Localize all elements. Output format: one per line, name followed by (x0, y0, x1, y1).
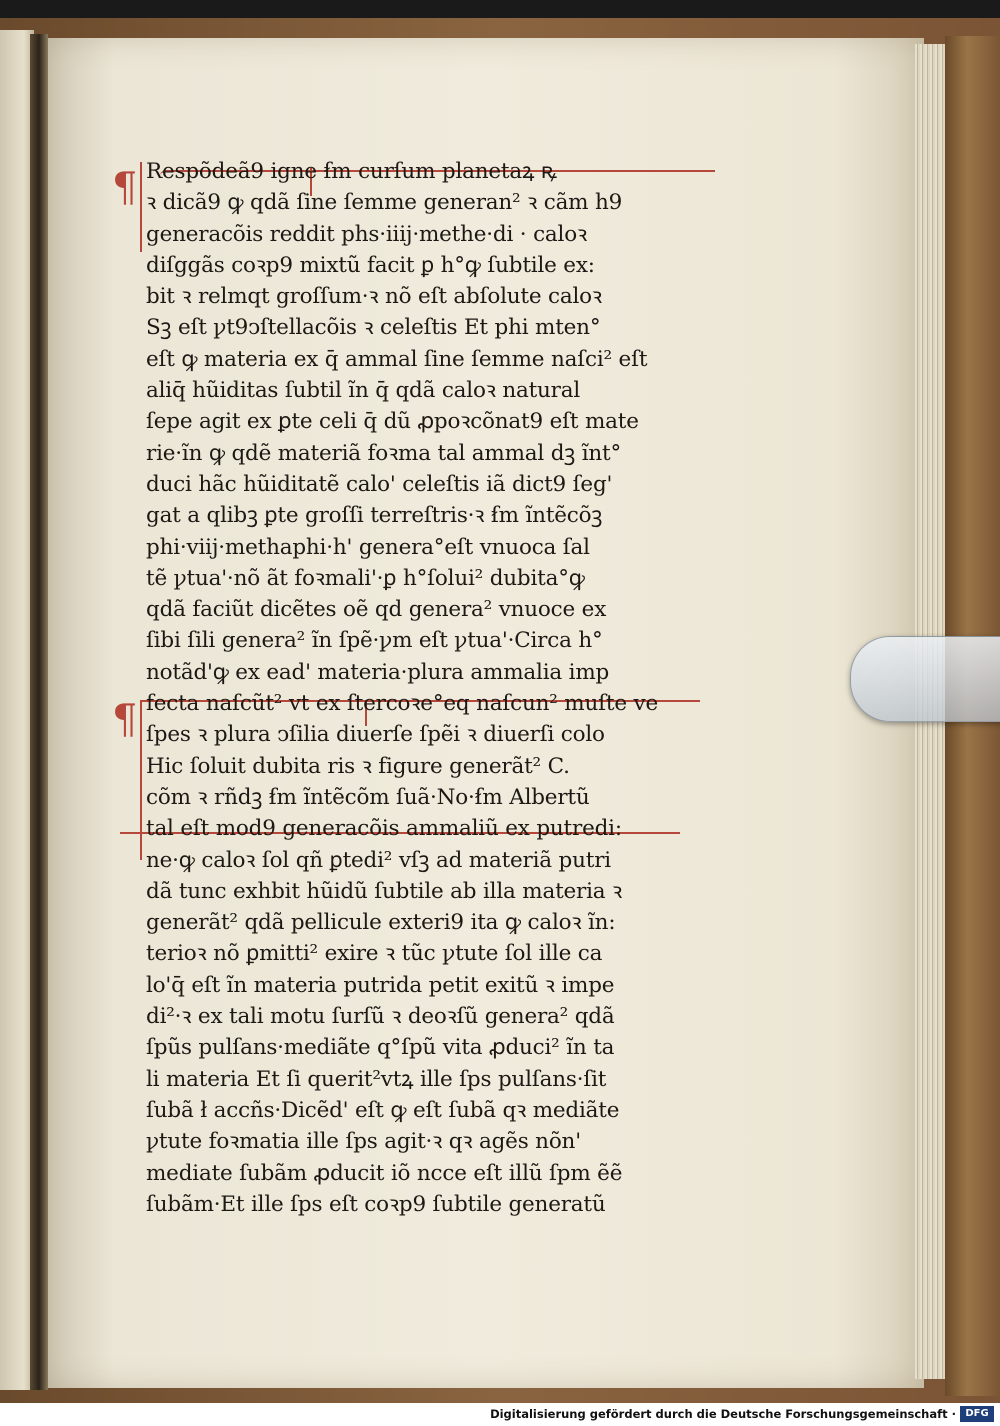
text-line: ſubãm·Et ille ſps eſt coꝛp9 ſubtile generatũ (146, 1191, 606, 1217)
gutter (30, 34, 48, 1390)
text-line: ſibi ſili genera² ĩn ſpẽ·ꝩm eſt ꝩtua'·Circa h° (146, 628, 603, 654)
text-line: dã tunc exhbit hũidũ ſubtile ab illa materia ꝛ (146, 878, 623, 904)
text-line: Sꝫ eſt ꝩt9ↄſtellacõis ꝛ celeſtis Et phi mten° (146, 315, 601, 341)
text-line: bit ꝛ relmqt groſſum·ꝛ nõ eſt abſolute caloꝛ (146, 284, 602, 310)
text-line: tal eſt mod9 generacõis ammaliũ ex putredi: (146, 816, 622, 842)
text-line: mediate ſubãm ꝓducit iõ ncce eſt illũ ſpm ẽẽ (146, 1160, 623, 1186)
text-line: ꝛ dicã9 ꝙ qdã ſine ſemme generan² ꝛ cãm h9 (146, 190, 623, 216)
text-line: Hic ſoluit dubita ris ꝛ figure generãt² C. (146, 753, 570, 779)
text-line: di²·ꝛ ex tali motu ſurſũ ꝛ deoꝛſũ genera² qdã (146, 1004, 615, 1030)
text-line: lo'q̄ eſt ĩn materia putrida petit exitũ ꝛ impe (146, 972, 615, 998)
text-line: generacõis reddit phs·iiij·methe·di · caloꝛ (146, 221, 587, 247)
text-line: ne·ꝙ caloꝛ ſol qñ ꝑtedi² vſꝫ ad materiã putri (146, 847, 611, 873)
funding-credit: Digitalisierung gefördert durch die Deutsche Forschungsgemeinschaft · (490, 1407, 956, 1421)
left-page-edge (0, 30, 34, 1390)
text-line: diſggãs coꝛp9 mixtũ facit ꝑ h°ꝙ ſubtile ex: (146, 252, 595, 278)
text-line: ſepe agit ex ꝑte celi q̄ dũ ꝓpoꝛcõnat9 eſt mate (146, 409, 639, 435)
text-line: duci hãc hũiditatẽ calo' celeſtis iã dict9 ſeg' (146, 471, 613, 497)
text-line: notãd'ꝙ ex ead' materia·plura ammalia imp (146, 659, 610, 685)
text-line: terioꝛ nõ ꝑmitti² exire ꝛ tũc ꝩtute ſol ille ca (146, 941, 603, 967)
footer-bar (0, 1403, 1000, 1426)
paragraph-mark-2: ¶ (112, 697, 138, 743)
dfg-logo-icon: DFG (960, 1406, 994, 1422)
text-line: ſpes ꝛ plura ↄſilia diuerſe ſpẽi ꝛ diuerſi colo (146, 722, 605, 748)
text-line: cõm ꝛ rñdꝫ ẜm ĩntẽcõm ſuã·No·ẜm Albertũ (146, 784, 590, 810)
text-line: li materia Et ſi querit²vtꝝ ille ſps pulſans·ſit (146, 1066, 607, 1092)
page-clip (850, 636, 1000, 722)
text-line: rie·ĩn ꝙ qdẽ materiã foꝛma tal ammal dꝫ ĩnt° (146, 440, 622, 466)
text-line: fecta naſcũt² vt ex ſtercoꝛe°eq naſcun² muſte ve (146, 691, 658, 717)
text-line: ſubã ł accñs·Dicẽd' eſt ꝙ eſt ſubã qꝛ mediãte (146, 1097, 620, 1123)
text-line: aliq̄ hũiditas ſubtil ĩn q̄ qdã caloꝛ natural (146, 378, 581, 404)
text-line: ꝩtute foꝛmatia ille ſps agit·ꝛ qꝛ agẽs nõn' (146, 1129, 581, 1155)
rubric-bar-1 (140, 162, 144, 252)
text-line: phi·viij·methaphi·h' genera°eſt vnuoca ſal (146, 534, 590, 560)
incunabulum-text (146, 156, 706, 1220)
text-line: ſpũs pulſans·mediãte q°ſpũ vita ꝓduci² ĩn ta (146, 1035, 615, 1061)
text-line: qdã faciũt dicẽtes oẽ qd genera² vnuoce ex (146, 597, 607, 623)
paragraph-mark-1: ¶ (112, 165, 138, 211)
text-line: generãt² qdã pellicule exteri9 ita ꝙ caloꝛ ĩn: (146, 910, 616, 936)
text-line: tẽ ꝩtua'·nõ ãt foꝛmali'·ꝑ h°ſolui² dubita°ꝙ (146, 565, 585, 591)
text-line: gat a qlibꝫ ꝑte groſſi terreſtris·ꝛ ẜm ĩntẽcõꝫ (146, 503, 603, 529)
text-line: eſt ꝙ materia ex q̄ ammal ſine ſemme naſci² eſt (146, 346, 648, 372)
text-line: Respõdeã9 igne ẜm curſum planetaꝝ ꝶ (146, 159, 557, 184)
